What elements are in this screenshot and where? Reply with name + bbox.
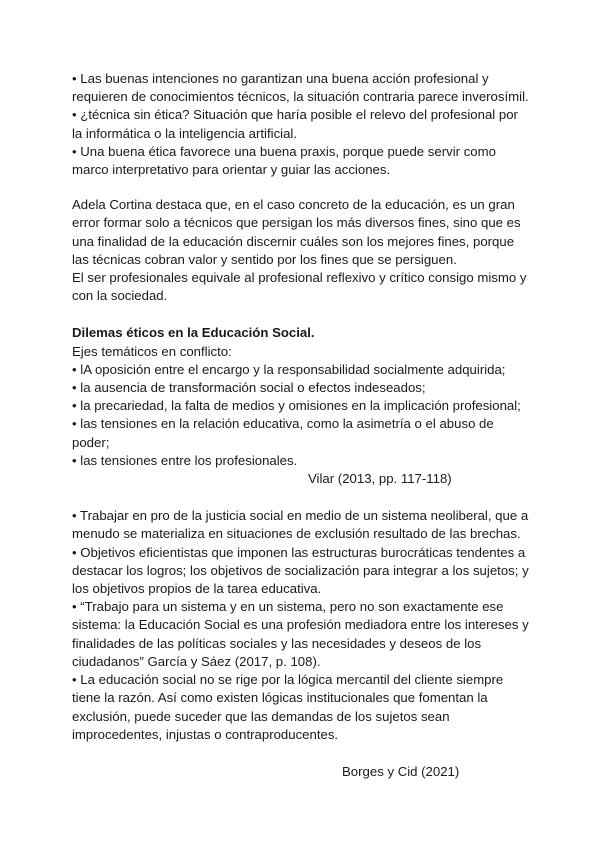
intro-bullet-2-line-2: la informática o la inteligencia artificial. <box>72 125 298 141</box>
paragraph-line: Adela Cortina destaca que, en el caso concreto de la educación, es un gran <box>72 197 515 213</box>
list-item: • “Trabajo para un sistema y en un sistema, pero no son exactamente ese <box>72 599 504 615</box>
section-heading: Dilemas éticos en la Educación Social. <box>72 325 315 341</box>
intro-bullet-1-line-1: • Las buenas intenciones no garantizan una buena acción profesional y <box>72 71 489 86</box>
cortina-paragraph <box>72 196 534 305</box>
list-item: • Trabajar en pro de la justicia social en medio de un sistema neoliberal, que a <box>72 508 529 524</box>
paragraph-line: error formar solo a técnicos que persigan los más diversos fines, sino que es <box>72 215 521 231</box>
paragraph-line: con la sociedad. <box>72 288 168 304</box>
list-item-continuation: destacar los logros; los objetivos de socialización para integrar a los sujetos; y <box>72 562 529 578</box>
list-item-continuation: improcedentes, injustas o contraproducentes. <box>72 726 339 742</box>
section-subheading: Ejes temáticos en conflicto: <box>72 343 232 359</box>
list-item-continuation: ciudadanos” García y Sáez (2017, p. 108). <box>72 653 321 669</box>
list-item: • la ausencia de transformación social o efectos indeseados; <box>72 380 426 396</box>
list-item-continuation: poder; <box>72 434 110 450</box>
intro-bullet-3-line-1: • Una buena ética favorece una buena praxis, porque puede servir como <box>72 143 496 159</box>
list-item: • la precariedad, la falta de medios y omisiones en la implicación profesional; <box>72 398 521 414</box>
list-item-continuation: sistema: la Educación Social es una profesión mediadora entre los intereses y <box>72 617 529 633</box>
citation-borges-cid: Borges y Cid (2021) <box>342 763 460 779</box>
intro-bullet-2-line-1: • ¿técnica sin ética? Situación que haría posible el relevo del profesional por <box>72 107 518 123</box>
list-item-continuation: los objetivos propios de la tarea educativa. <box>72 581 322 597</box>
document-page <box>72 70 534 781</box>
dilemmas-section <box>72 324 534 488</box>
paragraph-line: El ser profesionales equivale al profesional reflexivo y crítico consigo mismo y <box>72 270 527 286</box>
list-item: • La educación social no se rige por la lógica mercantil del cliente siempre <box>72 672 504 688</box>
list-item-continuation: tiene la razón. Así como existen lógicas institucionales que fomentan la <box>72 690 488 706</box>
list-item: • las tensiones entre los profesionales. <box>72 452 298 468</box>
intro-bullet-list <box>72 70 534 179</box>
list-item-continuation: menudo se materializa en situaciones de exclusión resultado de las brechas. <box>72 526 521 542</box>
list-item-continuation: exclusión, puede suceder que las demandas de los sujetos sean <box>72 708 450 724</box>
list-item-continuation: finalidades de las políticas sociales y las necesidades y deseos de los <box>72 635 482 651</box>
list-item: • Objetivos eficientistas que imponen las estructuras burocráticas tendentes a <box>72 544 526 560</box>
citation-vilar: Vilar (2013, pp. 117-118) <box>308 471 452 487</box>
list-item: • lA oposición entre el encargo y la responsabilidad socialmente adquirida; <box>72 361 506 377</box>
list-item: • las tensiones en la relación educativa, como la asimetría o el abuso de <box>72 416 494 432</box>
intro-bullet-3-line-2: marco interpretativo para orientar y guiar las acciones. <box>72 162 391 178</box>
borges-section <box>72 507 534 781</box>
intro-bullet-1-line-2: requieren de conocimientos técnicos, la situación contraria parece inverosímil. <box>72 89 529 105</box>
paragraph-line: una finalidad de la educación discernir cuáles son los mejores fines, porque <box>72 233 515 249</box>
paragraph-line: las técnicas cobran valor y sentido por los fines que se persiguen. <box>72 251 457 267</box>
